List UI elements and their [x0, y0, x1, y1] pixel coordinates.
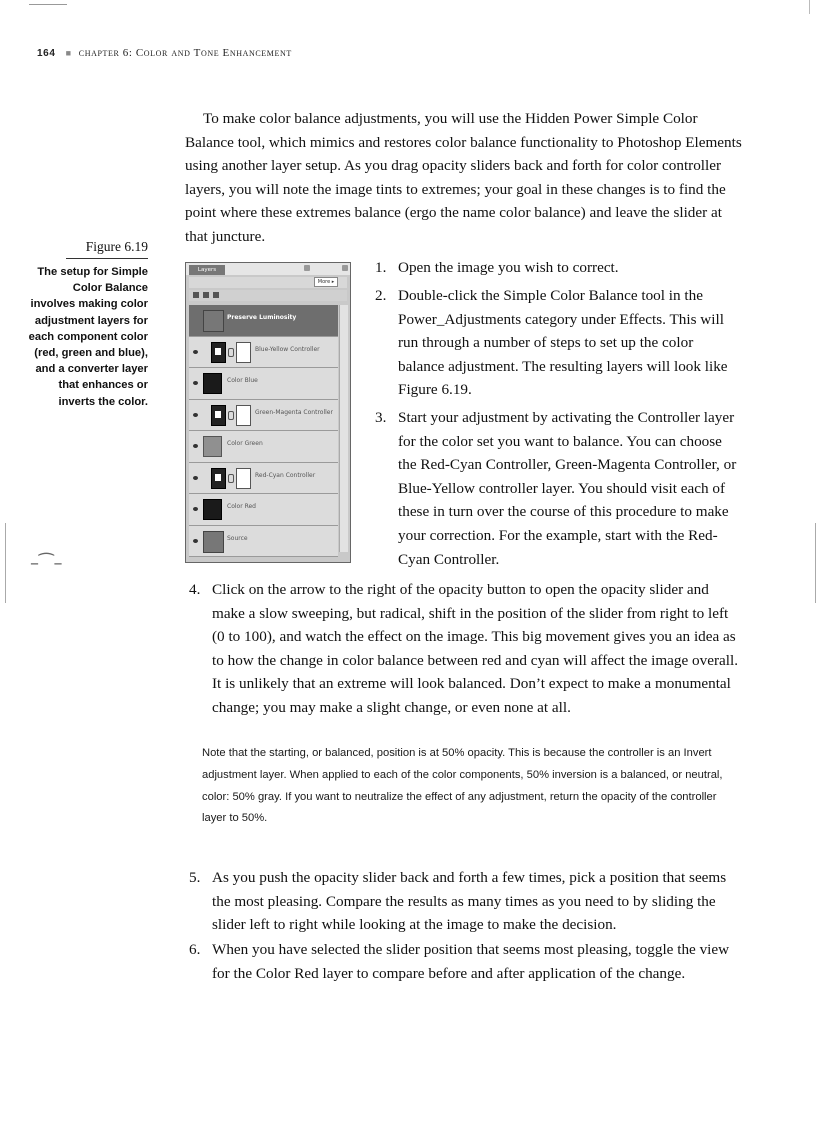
- layer-thumbnail: [203, 310, 224, 332]
- close-icon: [342, 265, 348, 271]
- step-number: 1.: [375, 259, 387, 276]
- layers-list: [189, 305, 338, 557]
- layer-row: [189, 463, 338, 495]
- layer-name: Red-Cyan Controller: [255, 471, 316, 479]
- layer-thumbnail: [203, 436, 222, 457]
- step-number: 2.: [375, 287, 387, 304]
- mask-thumbnail: [236, 342, 251, 363]
- step-item: [375, 284, 743, 402]
- crop-mark: [809, 0, 816, 14]
- layer-thumbnail: [203, 373, 222, 394]
- adjustment-thumbnail: [211, 468, 226, 489]
- layer-name: Preserve Luminosity: [227, 314, 297, 321]
- eye-icon: [193, 381, 198, 385]
- separator-bullet: ■: [65, 48, 72, 58]
- step-text: Click on the arrow to the right of the opacity button to open the opacity slider and make a slow sweeping, but radical, shift in the position of the slider from right to left (0 to 100), and watch the effect on the image. This big movement gives you an idea as to how the change in color balance between red and cyan will affect the image overall. It is unlikely that an extreme will look balanced. Don’t expect to make a monumental change; you may make a slight change, or even none at all.: [212, 581, 738, 716]
- adjustment-thumbnail: [211, 405, 226, 426]
- layer-name: Green-Magenta Controller: [255, 408, 333, 416]
- eye-icon: [193, 413, 198, 417]
- note-paragraph: Note that the starting, or balanced, position is at 50% opacity. This is because the controller is an Invert adjustment layer. When applied to each of the color components, 50% inversion is a balanced, or neutral, color: 50% gray. If you want to neutralize the effect of any adjustment, return the opacity of the controller layer to 50%.: [202, 747, 723, 825]
- figure-caption: [28, 239, 148, 410]
- layer-row: [189, 400, 338, 432]
- step-item: [375, 406, 743, 571]
- layer-name: Color Blue: [227, 377, 258, 384]
- step-number: 5.: [189, 869, 201, 886]
- layer-thumbnail: [203, 499, 222, 520]
- crop-mark: [29, 4, 67, 5]
- link-icon: [228, 474, 234, 483]
- step-text: Start your adjustment by activating the Controller layer for the color set you want to balance. You can choose the Red-Cyan Controller, Green-Magenta Controller, or Blue-Yellow controller layer. You should visit each of these in turn over the course of this procedure to make your correction. For the example, start with the Red-Cyan Controller.: [398, 409, 737, 568]
- layers-panel-figure: [185, 262, 351, 563]
- trash-icon: [213, 292, 219, 298]
- link-icon: [228, 411, 234, 420]
- eye-icon: [193, 444, 198, 448]
- step-item: [375, 256, 743, 280]
- registration-mark-icon: –⁀–: [30, 553, 63, 574]
- intro-paragraph: To make color balance adjustments, you will use the Hidden Power Simple Color Balance tool, which mimics and restores color balance functionality to Photoshop Elements using another layer setup. As you drag opacity sliders back and forth for color controller layers, you will note the image tints to extremes; your goal in these changes is to find the point where these extremes balance (ergo the name color balance) and leave the slider at that juncture.: [185, 110, 742, 245]
- more-button: More ▸: [314, 277, 338, 287]
- layer-row: [189, 494, 338, 526]
- step-number: 6.: [189, 941, 201, 958]
- layer-row: [189, 368, 338, 400]
- step-text: Open the image you wish to correct.: [398, 259, 619, 276]
- panel-tab-bar: [186, 263, 350, 275]
- running-head: [37, 47, 292, 59]
- mask-thumbnail: [236, 468, 251, 489]
- scrollbar: [339, 305, 348, 552]
- eye-icon: [193, 476, 198, 480]
- layer-thumbnail: [203, 531, 224, 553]
- eye-icon: [193, 539, 198, 543]
- layer-name: Blue-Yellow Controller: [255, 345, 320, 353]
- step-text: Double-click the Simple Color Balance tool in the Power_Adjustments category under Effects. This will run through a number of steps to set up the color balance adjustment. The resulting layers will look like Figure 6.19.: [398, 287, 728, 399]
- mask-thumbnail: [236, 405, 251, 426]
- margin-rule: [5, 523, 6, 603]
- step-item: [189, 938, 742, 985]
- link-icon: [228, 348, 234, 357]
- step-item: [189, 866, 742, 937]
- layer-row: [189, 305, 338, 337]
- step-item: [189, 578, 742, 720]
- panel-toolbar: [189, 290, 347, 301]
- step-text: When you have selected the slider position that seems most pleasing, toggle the view for the Color Red layer to compare before and after application of the change.: [212, 941, 730, 982]
- figure-label: Figure 6.19: [66, 239, 148, 259]
- adjustment-icon: [203, 292, 209, 298]
- page-number: 164: [37, 48, 56, 59]
- layer-row: [189, 431, 338, 463]
- adjustment-thumbnail: [211, 342, 226, 363]
- layer-name: Color Green: [227, 440, 263, 447]
- new-layer-icon: [193, 292, 199, 298]
- eye-icon: [193, 507, 198, 511]
- chapter-title: chapter 6: Color and Tone Enhancement: [78, 47, 292, 59]
- minimize-icon: [304, 265, 310, 271]
- step-number: 3.: [375, 409, 387, 426]
- layer-name: Source: [227, 534, 248, 542]
- layer-row: [189, 337, 338, 369]
- figure-caption-text: The setup for Simple Color Balance involves making color adjustment layers for each component color (red, green and blue), and a converter layer that enhances or inverts the color.: [28, 266, 148, 408]
- step-text: As you push the opacity slider back and forth a few times, pick a position that seems the most pleasing. Compare the results as many times as you need to by sliding the slider left to right while looking at the image to make the decision.: [212, 869, 727, 934]
- eye-icon: [193, 350, 198, 354]
- layer-name: Color Red: [227, 503, 256, 510]
- layer-row: [189, 526, 338, 558]
- layers-tab: Layers: [189, 265, 225, 275]
- step-number: 4.: [189, 581, 201, 598]
